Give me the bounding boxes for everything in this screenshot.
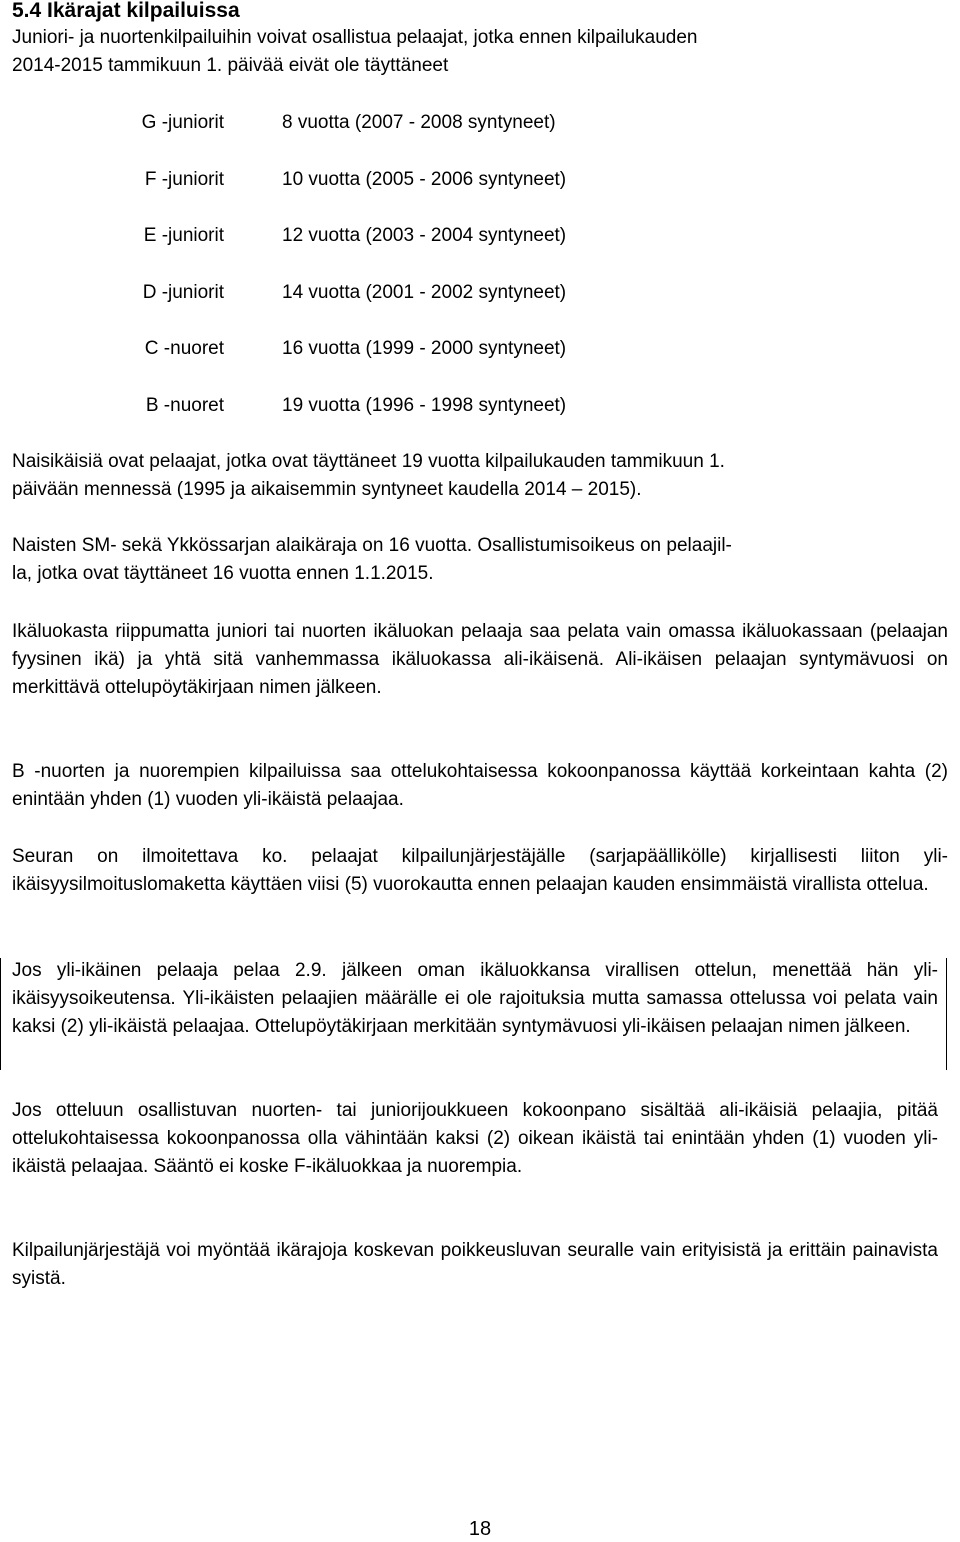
- age-group-label: G -juniorit: [141, 112, 224, 133]
- paragraph-jos-otteluun: Jos otteluun osallistuvan nuorten- tai juniorijoukkueen kokoonpano sisältää ali-ikäisiä pelaajia, pitää ottelukohtaisessa kokoonpanossa olla vähintään kaksi (2) oikean ikäistä tai enintään yhden (1) vuoden yli-ikäistä pelaajaa. Sääntö ei koske F-ikäluokkaa ja nuorempia.: [12, 1100, 938, 1177]
- age-group-limit: 14 vuotta (2001 - 2002 syntyneet): [282, 282, 567, 303]
- naisikaisia-line-2: päivään mennessä (1995 ja aikaisemmin syntyneet kaudella 2014 – 2015).: [12, 479, 642, 500]
- section-heading: 5.4 Ikärajat kilpailuissa: [12, 0, 240, 22]
- age-group-limit: 19 vuotta (1996 - 1998 syntyneet): [282, 395, 567, 416]
- naisten-sm-line-1: Naisten SM- sekä Ykkössarjan alaikäraja on 16 vuotta. Osallistumisoikeus on pelaajil-: [12, 535, 732, 556]
- age-group-limit: 12 vuotta (2003 - 2004 syntyneet): [282, 225, 567, 246]
- intro-line-1: Juniori- ja nuortenkilpailuihin voivat osallistua pelaajat, jotka ennen kilpailukauden: [12, 27, 698, 48]
- naisten-sm-line-2: la, jotka ovat täyttäneet 16 vuotta ennen 1.1.2015.: [12, 563, 434, 584]
- naisikaisia-line-1: Naisikäisiä ovat pelaajat, jotka ovat täyttäneet 19 vuotta kilpailukauden tammikuun 1.: [12, 451, 725, 472]
- change-bar-right: [946, 958, 947, 1070]
- age-group-label: B -nuoret: [145, 395, 224, 416]
- age-group-label: F -juniorit: [144, 169, 224, 190]
- paragraph-b-nuorten: B -nuorten ja nuorempien kilpailuissa saa ottelukohtaisessa kokoonpanossa käyttää korkeintaan kahta (2) enintään yhden (1) vuoden yli-ikäistä pelaajaa.: [12, 761, 948, 810]
- paragraph-seuran: Seuran on ilmoitettava ko. pelaajat kilpailunjärjestäjälle (sarjapäällikölle) kirjallisesti liiton yli-ikäisyysilmoituslomaketta käyttäen viisi (5) vuorokautta ennen pelaajan kauden ensimmäistä virallista ottelua.: [12, 846, 948, 895]
- age-group-label: E -juniorit: [143, 225, 224, 246]
- age-group-label: C -nuoret: [144, 338, 224, 359]
- paragraph-ikaluokasta: Ikäluokasta riippumatta juniori tai nuorten ikäluokan pelaaja saa pelata vain omassa ikäluokassaan (pelaajan fyysinen ikä) ja yhtä sitä vanhemmassa ikäluokassa ali-ikäisenä. Ali-ikäisen pelaajan syntymävuosi on merkittävä ottelupöytäkirjaan nimen jälkeen.: [12, 621, 948, 698]
- page-number: 18: [468, 1518, 492, 1540]
- age-group-limit: 16 vuotta (1999 - 2000 syntyneet): [282, 338, 567, 359]
- age-group-limit: 10 vuotta (2005 - 2006 syntyneet): [282, 169, 567, 190]
- intro-line-2: 2014-2015 tammikuun 1. päivää eivät ole täyttäneet: [12, 55, 449, 76]
- age-group-limit: 8 vuotta (2007 - 2008 syntyneet): [282, 112, 556, 133]
- paragraph-kilpailunjarjestaja: Kilpailunjärjestäjä voi myöntää ikärajoja koskevan poikkeusluvan seuralle vain erityisistä ja erittäin painavista syistä.: [12, 1240, 938, 1289]
- age-group-label: D -juniorit: [142, 282, 224, 303]
- paragraph-jos-yli-ikainen: Jos yli-ikäinen pelaaja pelaa 2.9. jälkeen oman ikäluokkansa virallisen ottelun, menettää hän yli-ikäisyysoikeutensa. Yli-ikäisten pelaajien määrälle ei ole rajoituksia mutta samassa ottelussa voi pelata vain kaksi (2) yli-ikäistä pelaajaa. Ottelupöytäkirjaan merkitään syntymävuosi yli-ikäisen pelaajan nimen jälkeen.: [12, 960, 938, 1037]
- change-bar-left: [0, 958, 1, 1070]
